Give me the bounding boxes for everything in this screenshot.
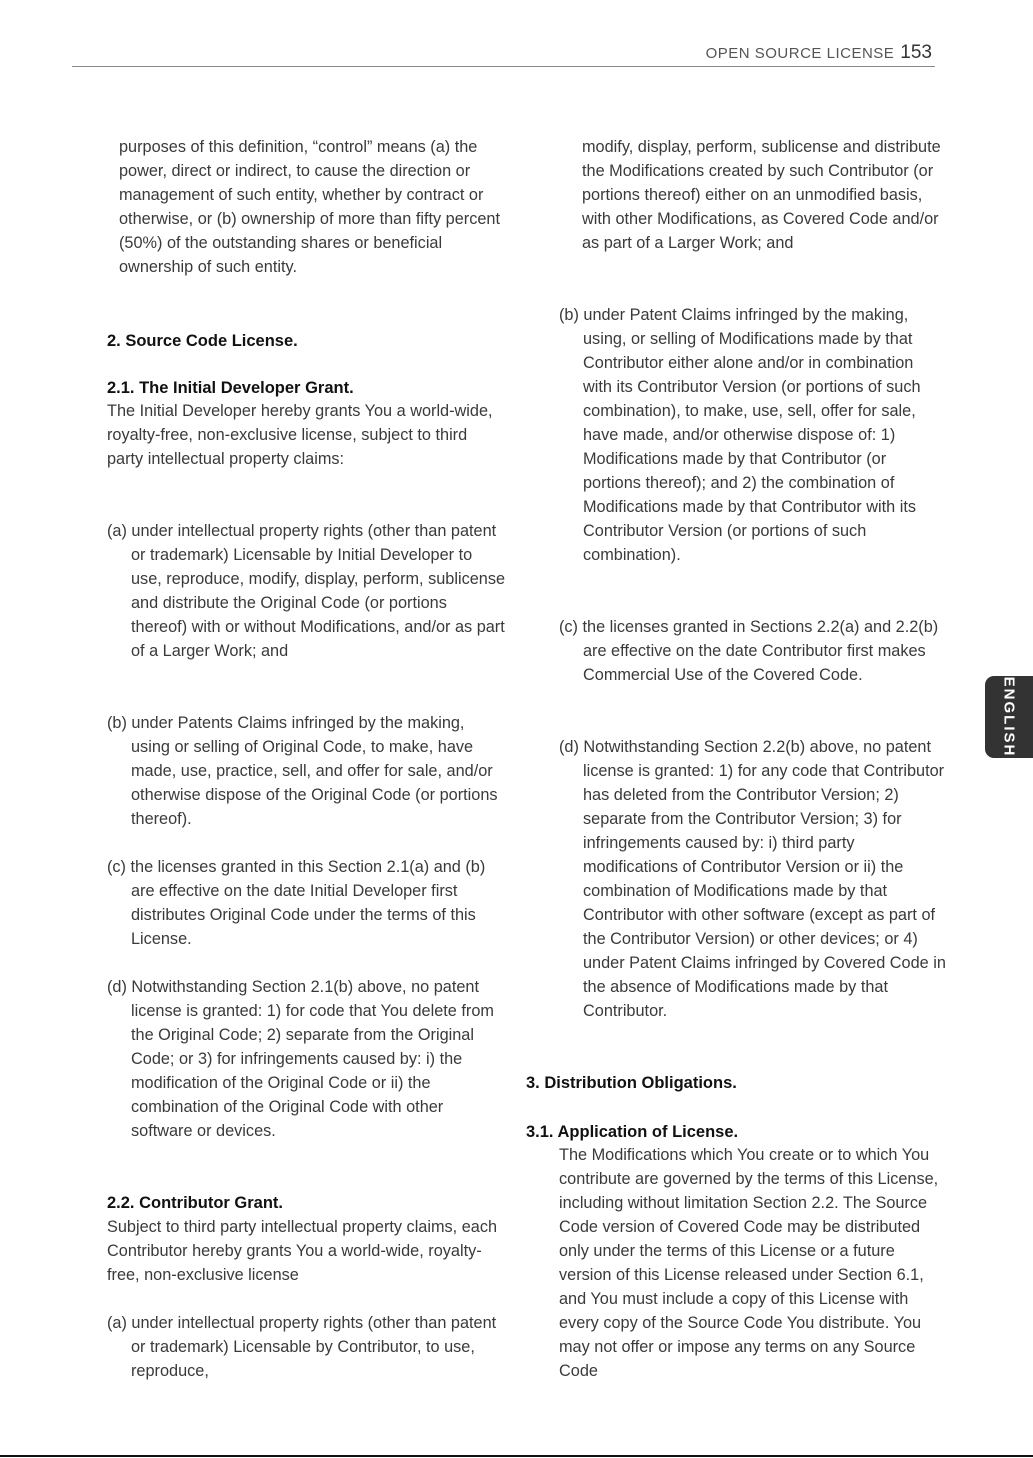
section-3-heading: 3. Distribution Obligations. [526, 1074, 737, 1092]
clause-2-1-d: (d) Notwithstanding Section 2.1(b) above, no patent license is granted: 1) for code that You delete from the Original Code; 2) separate from the Original Code; or 3) for infringements caused by: i) the modification of the Original Code or ii) the combination of the Original Code with other software or devices. [107, 978, 494, 1140]
section-2-2-heading: 2.2. Contributor Grant. [107, 1194, 284, 1212]
clause-2-2-d: (d) Notwithstanding Section 2.2(b) above, no patent license is granted: 1) for any code that Contributor has deleted from the Contributor Version; 2) separate from the Contributor Version; 3) for infringements caused by: i) third party modifications of Contributor Version or ii) the combination of Modifications made by that Contributor with other software (except as part of the Contributor Version) or other devices; or 4) under Patent Claims infringed by Covered Code in the absence of Modifications made by that Contributor. [559, 738, 946, 1020]
page-number: 153 [900, 42, 932, 63]
section-2-2-text: Subject to third party intellectual property claims, each Contributor hereby grants You a world-wide, royalty-free, non-exclusive license [107, 1218, 498, 1284]
clause-2-2-a-continuation: modify, display, perform, sublicense and distribute the Modifications created by such Contributor (or portions thereof) either on an unmodified basis, with other Modifications, as Covered Code and/or as part of a Larger Work; and [582, 138, 941, 252]
header-rule [72, 66, 935, 67]
header-title: OPEN SOURCE LICENSE [705, 45, 895, 62]
section-2-1-text: The Initial Developer hereby grants You a world-wide, royalty-free, non-exclusive license, subject to third party intellectual property claims: [107, 402, 493, 468]
clause-2-1-c: (c) the licenses granted in this Section 2.1(a) and (b) are effective on the date Initial Developer first distributes Original Code under the terms of this License. [107, 858, 486, 948]
clause-2-2-a-start: (a) under intellectual property rights (other than patent or trademark) Licensable by Contributor, to use, reproduce, [107, 1314, 497, 1380]
language-tab-label: ENGLISH [1000, 676, 1018, 758]
definition-continuation: purposes of this definition, “control” means (a) the power, direct or indirect, to cause the direction or management of such entity, whether by contract or otherwise, or (b) ownership of more than fifty percent (50%) of the outstanding shares or beneficial ownership of such entity. [119, 138, 500, 276]
clause-2-2-c: (c) the licenses granted in Sections 2.2(a) and 2.2(b) are effective on the date Contributor first makes Commercial Use of the Covered Code. [559, 618, 939, 684]
clause-2-1-a: (a) under intellectual property rights (other than patent or trademark) Licensable by Initial Developer to use, reproduce, modify, display, perform, sublicense and distribute the Original Code (or portions thereof) with or without Modifications, and/or as part of a Larger Work; and [107, 522, 506, 660]
bottom-rule [0, 1455, 1033, 1457]
language-tab [985, 676, 1033, 758]
section-3-1-text: The Modifications which You create or to which You contribute are governed by the terms of this License, including without limitation Section 2.2. The Source Code version of Covered Code may be distributed only under the terms of this License or a future version of this License released under Section 6.1, and You must include a copy of this License with every copy of the Source Code You distribute. You may not offer or impose any terms on any Source Code [559, 1146, 939, 1380]
clause-2-1-b: (b) under Patents Claims infringed by the making, using or selling of Original Code, to make, have made, use, practice, sell, and offer for sale, and/or otherwise dispose of the Original Code (or portions thereof). [107, 714, 498, 828]
page-header [706, 42, 932, 64]
clause-2-2-b: (b) under Patent Claims infringed by the making, using, or selling of Modifications made by that Contributor either alone and/or in combination with its Contributor Version (or portions of such combination), to make, use, sell, offer for sale, have made, and/or otherwise dispose of: 1) Modifications made by that Contributor (or portions thereof); and 2) the combination of Modifications made by that Contributor with its Contributor Version (or portions of such combination). [559, 306, 921, 564]
section-2-1-heading: 2.1. The Initial Developer Grant. [107, 379, 354, 397]
section-2-heading: 2. Source Code License. [107, 332, 298, 350]
section-3-1-heading: 3.1. Application of License. [526, 1123, 739, 1141]
